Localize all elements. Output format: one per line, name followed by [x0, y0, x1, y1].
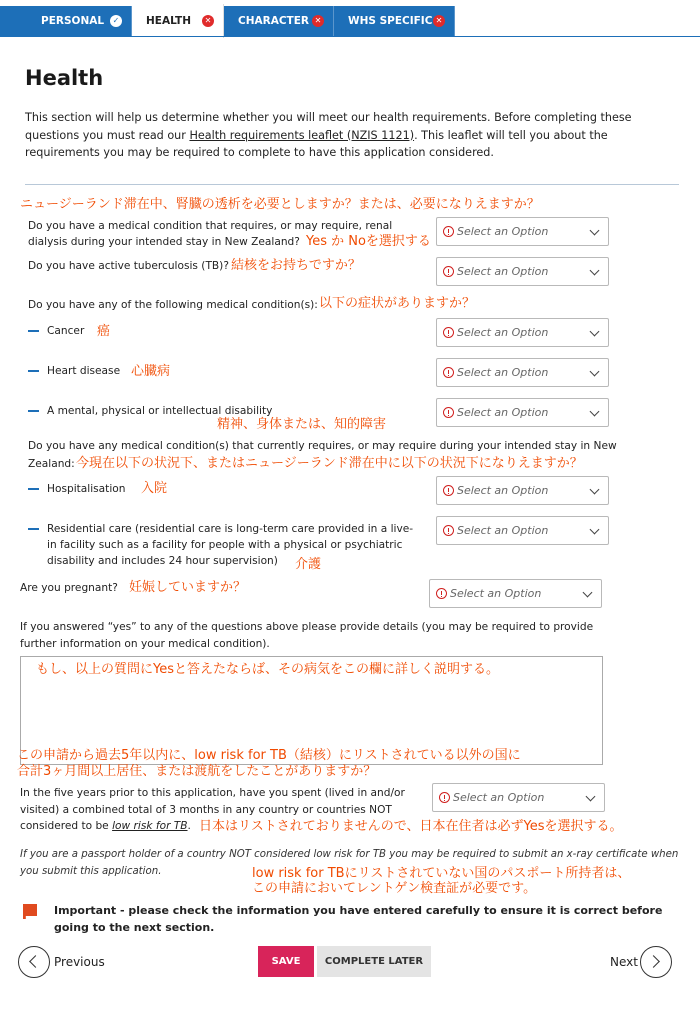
select-pregnant[interactable] [429, 579, 602, 608]
select-tb[interactable] [436, 257, 609, 286]
alert-icon [443, 525, 454, 536]
tab-character[interactable] [224, 6, 334, 36]
select-placeholder: Select an Option [457, 225, 549, 238]
select-dialysis[interactable] [436, 217, 609, 246]
select-heart-disease[interactable] [436, 358, 609, 387]
annotation-details: もし、以上の質問にYesと答えたならば、その病気をこの欄に詳しく説明する。 [36, 662, 499, 677]
tb-travel-text: In the five years prior to this application, have you spent (lived in and/or visited) a combined total of 3 months in any country or countries NOT considered to be [20, 787, 405, 832]
page-title: Health [25, 66, 104, 90]
error-icon: ✕ [312, 15, 324, 27]
chevron-left-icon [29, 955, 42, 968]
tab-character-label: CHARACTER [238, 15, 309, 27]
select-placeholder: Select an Option [457, 265, 549, 278]
section-divider [25, 184, 679, 185]
tab-whs-specific-label: WHS SPECIFIC [348, 15, 433, 27]
annotation-xray-line2: この申請においてレントゲン検査証が必要です。 [252, 881, 537, 896]
alert-icon [443, 226, 454, 237]
alert-icon [443, 327, 454, 338]
annotation-heart: 心臓病 [131, 364, 171, 379]
chevron-down-icon [590, 525, 600, 535]
question-cancer: Cancer [47, 325, 85, 337]
select-cancer[interactable] [436, 318, 609, 347]
list-dash [28, 370, 39, 372]
alert-icon [439, 792, 450, 803]
alert-icon [443, 485, 454, 496]
annotation-tb-travel-line1: この申請から過去5年以内に、low risk for TB（結核）にリストされている以外の国に [17, 748, 521, 763]
health-leaflet-link[interactable]: Health requirements leaflet (NZIS 1121) [189, 128, 415, 142]
select-placeholder: Select an Option [457, 366, 549, 379]
error-icon: ✕ [202, 15, 214, 27]
next-label[interactable]: Next [610, 955, 638, 969]
flag-icon [23, 904, 37, 919]
low-risk-tb-link[interactable]: low risk for TB [112, 820, 188, 832]
tab-personal-label: PERSONAL [41, 15, 105, 27]
annotation-hospitalisation: 入院 [141, 481, 168, 496]
select-tb-travel[interactable] [432, 783, 605, 812]
chevron-down-icon [590, 367, 600, 377]
annotation-disability: 精神、身体または、知的障害 [217, 417, 387, 432]
annotation-japan: 日本はリストされておりませんので、日本在住者は必ずYesを選択する。 [199, 819, 623, 834]
error-icon: ✕ [433, 15, 445, 27]
annotation-tb-travel-line2: 合計3ヶ月間以上居住、または渡航をしたことがありますか？ [17, 764, 377, 779]
tab-health[interactable] [132, 4, 224, 38]
chevron-down-icon [590, 266, 600, 276]
chevron-down-icon [590, 327, 600, 337]
select-disability[interactable] [436, 398, 609, 427]
select-placeholder: Select an Option [457, 484, 549, 497]
select-residential-care[interactable] [436, 516, 609, 545]
question-residential-care: Residential care (residential care is long-term care provided in a live-in facility such as a facility for people with a physical or psychiatric disability and includes 24 hour supervision) [47, 523, 414, 567]
tab-bar [0, 0, 700, 40]
next-button[interactable] [640, 946, 672, 978]
details-prompt: If you answered “yes” to any of the questions above please provide details (you may be required to provide further information on your medical condition). [20, 621, 594, 650]
select-placeholder: Select an Option [457, 406, 549, 419]
chevron-down-icon [586, 792, 596, 802]
list-dash [28, 488, 39, 490]
xray-info: If you are a passport holder of a country NOT considered low risk for TB you may be required to submit an x-ray certificate when you submit this application. [20, 849, 679, 877]
intro-part1: This section will help us determine whether you will meet our health requirements. Before completing these questions you must read our [25, 111, 632, 142]
save-button[interactable]: SAVE [258, 946, 314, 977]
annotation-residential-care: 介護 [295, 557, 322, 572]
alert-icon [443, 367, 454, 378]
chevron-right-icon [647, 955, 660, 968]
important-notice: Important - please check the information you have entered carefully to ensure it is correct before going to the next section. [54, 904, 663, 934]
annotation-tb: 結核をお持ちですか？ [231, 258, 361, 273]
annotation-conditions: 以下の症状がありますか？ [319, 296, 476, 311]
chevron-down-icon [590, 226, 600, 236]
question-requires-intro-line2: Zealand: [28, 458, 75, 470]
tab-underline [0, 36, 700, 37]
alert-icon [443, 407, 454, 418]
chevron-down-icon [583, 588, 593, 598]
list-dash [28, 410, 39, 412]
intro-part2: . This leaflet will tell you about the requirements you may be required to complete to have this application considered. [25, 128, 608, 159]
previous-label[interactable]: Previous [54, 955, 105, 969]
select-hospitalisation[interactable] [436, 476, 609, 505]
annotation-yes-no: Yes か Noを選択する [306, 234, 431, 249]
alert-icon [443, 266, 454, 277]
question-conditions-intro: Do you have any of the following medical condition(s): [28, 299, 318, 311]
list-dash [28, 528, 39, 530]
annotation-requires: 今現在以下の状況下、またはニュージーランド滞在中に以下の状況下になりえますか？ [76, 456, 583, 471]
annotation-cancer: 癌 [97, 324, 111, 339]
annotation-xray-line1: low risk for TBにリストされていない国のパスポート所持者は、 [252, 866, 631, 881]
chevron-down-icon [590, 485, 600, 495]
question-dialysis: Do you have a medical condition that requires, or may require, renal dialysis during your intended stay in New Zealand? [28, 220, 393, 248]
complete-later-button[interactable]: COMPLETE LATER [317, 946, 431, 977]
select-placeholder: Select an Option [457, 524, 549, 537]
question-hospitalisation: Hospitalisation [47, 483, 126, 495]
question-heart-disease: Heart disease [47, 365, 121, 377]
tab-whs-specific[interactable] [334, 6, 455, 36]
select-placeholder: Select an Option [450, 587, 542, 600]
question-pregnant: Are you pregnant? [20, 582, 118, 594]
chevron-down-icon [590, 407, 600, 417]
annotation-pregnant: 妊娠していますか？ [129, 580, 247, 595]
question-requires-intro-line1: Do you have any medical condition(s) that currently requires, or may require during your intended stay in New [28, 440, 617, 452]
list-dash [28, 330, 39, 332]
intro-text [25, 109, 680, 162]
tab-personal[interactable] [27, 6, 132, 36]
select-placeholder: Select an Option [453, 791, 545, 804]
select-placeholder: Select an Option [457, 326, 549, 339]
question-tb: Do you have active tuberculosis (TB)? [28, 260, 229, 272]
tb-travel-end: . [187, 820, 191, 832]
previous-button[interactable] [18, 946, 50, 978]
question-disability: A mental, physical or intellectual disability [47, 405, 273, 417]
tab-health-label: HEALTH [146, 15, 191, 27]
check-icon: ✓ [110, 15, 122, 27]
alert-icon [436, 588, 447, 599]
annotation-dialysis: ニュージーランド滞在中、腎臓の透析を必要としますか？または、必要になりえますか？ [20, 197, 540, 212]
